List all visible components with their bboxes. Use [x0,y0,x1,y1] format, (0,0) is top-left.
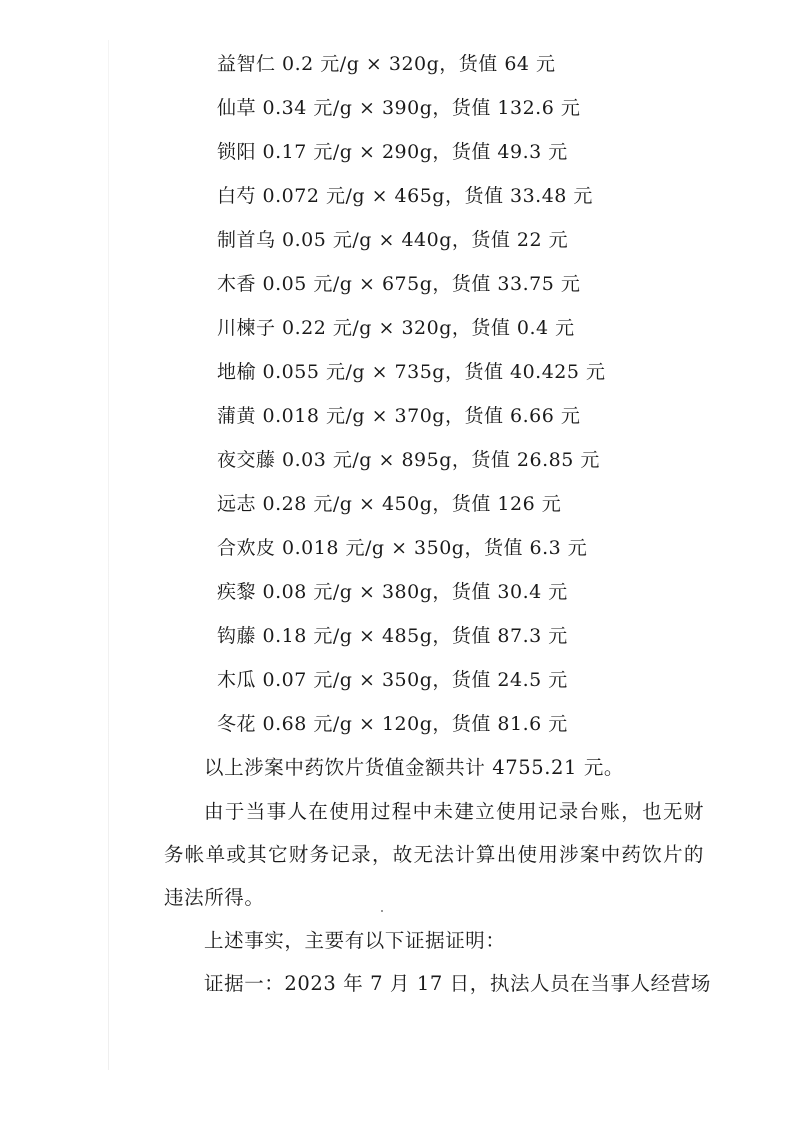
paragraph-no-records: 由于当事人在使用过程中未建立使用记录台账，也无财务帐单或其它财务记录，故无法计算出使用涉案中药饮片的违法所得。 [164,800,704,909]
evidence-one: 证据一：2023 年 7 月 17 日，执法人员在当事人经营场 [204,972,711,995]
list-item: 木香 0.05 元/g × 675g，货值 33.75 元 [217,273,581,295]
list-item: 白芍 0.072 元/g × 465g，货值 33.48 元 [217,185,593,207]
scan-edge [108,40,109,1070]
list-item: 合欢皮 0.018 元/g × 350g，货值 6.3 元 [217,537,588,559]
list-item: 锁阳 0.17 元/g × 290g，货值 49.3 元 [217,141,568,163]
list-item: 益智仁 0.2 元/g × 320g，货值 64 元 [217,53,556,75]
list-item: 地榆 0.055 元/g × 735g，货值 40.425 元 [217,361,606,383]
scan-speck [381,910,383,912]
list-item: 钩藤 0.18 元/g × 485g，货值 87.3 元 [217,625,568,647]
evidence-intro: 上述事实，主要有以下证据证明： [204,929,506,952]
list-item: 冬花 0.68 元/g × 120g，货值 81.6 元 [217,713,568,735]
list-item: 川楝子 0.22 元/g × 320g，货值 0.4 元 [217,317,575,339]
total-line: 以上涉案中药饮片货值金额共计 4755.21 元。 [204,756,625,779]
list-item: 木瓜 0.07 元/g × 350g，货值 24.5 元 [217,669,568,691]
list-item: 蒲黄 0.018 元/g × 370g，货值 6.66 元 [217,405,581,427]
list-item: 制首乌 0.05 元/g × 440g，货值 22 元 [217,229,569,251]
list-item: 疾黎 0.08 元/g × 380g，货值 30.4 元 [217,581,568,603]
list-item: 夜交藤 0.03 元/g × 895g，货值 26.85 元 [217,449,600,471]
list-item: 仙草 0.34 元/g × 390g，货值 132.6 元 [217,97,581,119]
list-item: 远志 0.28 元/g × 450g，货值 126 元 [217,493,562,515]
